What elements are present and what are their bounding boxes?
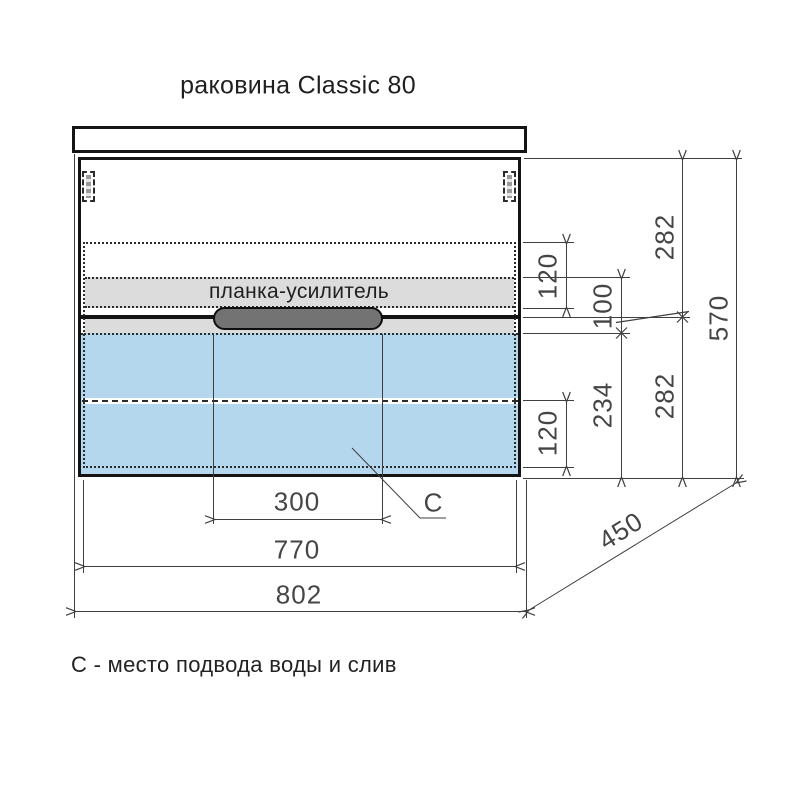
dim-inset-top-label: 120	[532, 252, 563, 300]
hinge-fill	[86, 175, 91, 198]
hinge-mark-right-icon	[503, 171, 516, 202]
note-text: С - место подвода воды и слив	[71, 652, 397, 677]
connection-point-label: C	[423, 487, 443, 518]
junction-cross-ticks	[616, 312, 689, 339]
dim-height-570-label: 570	[703, 294, 734, 342]
inner-dashed-area	[83, 242, 516, 468]
dim-connection-width-label: 300	[273, 486, 321, 517]
dim-drawer-234-label: 234	[587, 381, 618, 429]
dim-upper-282-label: 282	[649, 213, 680, 261]
countertop	[72, 126, 527, 153]
drawer-handle	[213, 307, 383, 330]
drawing-title: раковина Classic 80	[180, 71, 416, 100]
dim-inset-bottom-label: 120	[532, 409, 563, 457]
dim-body-width-label: 770	[273, 534, 321, 565]
dim-bar-offset-label: 100	[587, 282, 618, 330]
dim-lower-282-label: 282	[649, 372, 680, 420]
dim-depth-label: 450	[593, 505, 649, 556]
dim-top-width-label: 802	[275, 579, 323, 610]
reinforcement-bar-label: планка-усилитель	[208, 280, 390, 303]
hinge-fill	[507, 175, 512, 198]
hinge-mark-left-icon	[82, 171, 95, 202]
